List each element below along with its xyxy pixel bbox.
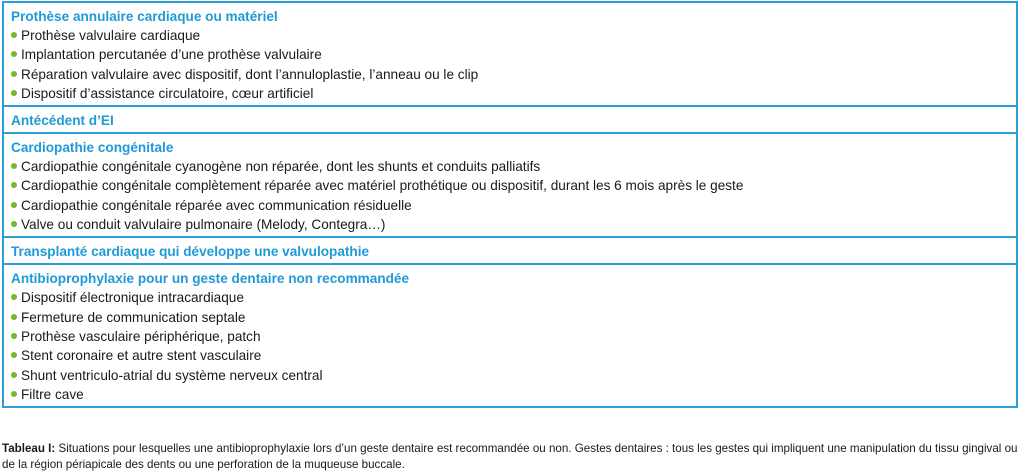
list-item-text: Cardiopathie congénitale réparée avec communication résiduelle bbox=[21, 197, 412, 213]
list-item bbox=[11, 215, 1008, 234]
bullet-icon bbox=[11, 202, 17, 208]
list-item-text: Shunt ventriculo-atrial du système nerveux central bbox=[21, 367, 323, 383]
list-item-text: Dispositif électronique intracardiaque bbox=[21, 290, 244, 306]
list-item-text: Filtre cave bbox=[21, 386, 84, 402]
list-item-text: Fermeture de communication septale bbox=[21, 309, 246, 325]
section-congenital bbox=[2, 132, 1018, 236]
bullet-icon bbox=[11, 51, 17, 57]
list-item-text: Dispositif d’assistance circulatoire, cœur artificiel bbox=[21, 85, 314, 101]
bullet-icon bbox=[11, 163, 17, 169]
bullet-icon bbox=[11, 314, 17, 320]
caption-text: Situations pour lesquelles une antibioprophylaxie lors d’un geste dentaire est recommandée ou non. Gestes dentaires : tous les gestes qui impliquent une manipulation du tissu gingival ou de la région périapicale des dents ou une perforation de la muqueuse buccale. bbox=[2, 442, 1018, 471]
section-title: Cardiopathie congénitale bbox=[11, 140, 174, 156]
list-item-text: Prothèse valvulaire cardiaque bbox=[21, 28, 201, 43]
list-item bbox=[11, 157, 1008, 176]
section-title: Antécédent d’EI bbox=[11, 113, 114, 129]
table-caption bbox=[2, 441, 1022, 472]
bullet-icon bbox=[11, 182, 17, 188]
bullet-icon bbox=[11, 32, 17, 38]
bullet-icon bbox=[11, 221, 17, 227]
bullet-icon bbox=[11, 71, 17, 77]
section-title: Transplanté cardiaque qui développe une valvulopathie bbox=[11, 244, 370, 260]
list-item bbox=[11, 45, 1008, 64]
list-item bbox=[11, 308, 1008, 327]
list-item bbox=[11, 196, 1008, 215]
list-item-text: Valve ou conduit valvulaire pulmonaire (Melody, Contegra…) bbox=[21, 217, 386, 233]
section-prosthesis bbox=[2, 1, 1018, 105]
list-item bbox=[11, 65, 1008, 84]
list-item-text: Implantation percutanée d’une prothèse valvulaire bbox=[21, 47, 322, 63]
bullet-icon bbox=[11, 391, 17, 397]
list-item bbox=[11, 346, 1008, 365]
list-item bbox=[11, 327, 1008, 346]
section-title: Antibioprophylaxie pour un geste dentaire non recommandée bbox=[11, 271, 410, 287]
bullet-icon bbox=[11, 90, 17, 96]
bullet-icon bbox=[11, 352, 17, 358]
section-not-recommended bbox=[2, 263, 1018, 408]
list-item bbox=[11, 176, 1008, 195]
recommendation-table bbox=[2, 1, 1018, 408]
list-item bbox=[11, 366, 1008, 385]
bullet-icon bbox=[11, 333, 17, 339]
list-item bbox=[11, 288, 1008, 307]
list-item bbox=[11, 84, 1008, 103]
list-item-text: Cardiopathie congénitale cyanogène non réparée, dont les shunts et conduits palliatifs bbox=[21, 159, 541, 175]
list-item-text: Réparation valvulaire avec dispositif, dont l’annuloplastie, l’anneau ou le clip bbox=[21, 66, 479, 82]
list-item bbox=[11, 385, 1008, 404]
list-item bbox=[11, 26, 1008, 45]
list-item-text: Prothèse vasculaire périphérique, patch bbox=[21, 328, 261, 344]
list-item-text: Cardiopathie congénitale complètement réparée avec matériel prothétique ou dispositif, durant les 6 mois après le geste bbox=[21, 178, 744, 194]
caption-label: Tableau I: bbox=[2, 442, 56, 455]
bullet-icon bbox=[11, 294, 17, 300]
list-item-text: Stent coronaire et autre stent vasculaire bbox=[21, 348, 262, 364]
section-transplant bbox=[2, 236, 1018, 263]
bullet-icon bbox=[11, 372, 17, 378]
section-title: Prothèse annulaire cardiaque ou matériel bbox=[11, 9, 278, 24]
section-prior-endocarditis bbox=[2, 105, 1018, 132]
